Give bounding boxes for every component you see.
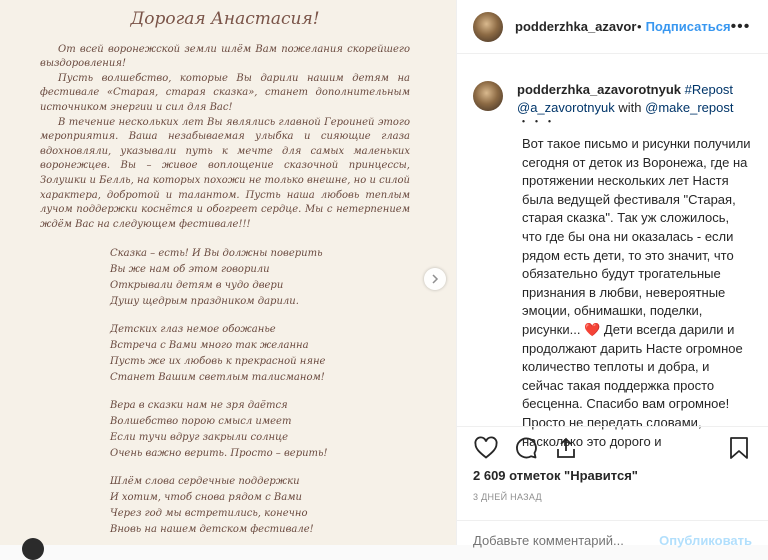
follow-button[interactable]: Подписаться <box>645 19 731 34</box>
chevron-right-icon[interactable] <box>424 268 446 290</box>
letter-paragraph: Пусть волшебство, которые Вы дарили нашим детям на фестивале «Старая, старая сказка», станет дополнительным источником энергии и сил для Вас! <box>40 72 410 113</box>
comment-input[interactable] <box>473 533 659 548</box>
add-comment-bar <box>457 520 768 560</box>
letter <box>40 6 410 538</box>
letter-paragraph: В течение нескольких лет Вы являлись главной Героиней этого мероприятия. Ваша незабываемая улыбка и сияющие глаза вдохновляли, указывали путь к мечте для самых маленьких воронежцев. Вы – живое воплощение сказочной принцессы, Золушки и Белль, на которых похожи не только внешне, но и силой характера, добротой и талантом. Пусть наша любовь теплым лучом поддержки коснётся и обогреет сердце. Мы с нетерпением ждём Вас на следующем фестивале!!! <box>40 116 410 230</box>
letter-verse <box>110 398 410 462</box>
verse-line: Детских глаз немое обожанье <box>110 324 276 336</box>
verse-line: Душу щедрым праздником дарили. <box>110 296 299 308</box>
letter-verse <box>110 474 410 538</box>
verse-line: Встреча с Вами много так желанна <box>110 340 309 352</box>
separator-dot: • <box>637 19 642 34</box>
post-header <box>457 0 768 54</box>
avatar[interactable] <box>473 12 503 42</box>
caption-ellipsis: ・・・ <box>517 114 557 129</box>
heart-icon[interactable] <box>473 435 499 461</box>
caption-meta <box>517 81 733 127</box>
caption-text-part: Вот такое письмо и рисунки получили сегодня от деток из Воронежа, где на протяжении нескольких лет Настя была ведущей фестиваля "Старая, старая сказка". Так уж сложилось, что где бы она ни оказалась - если рядом есть дети, то это значит, что обязательно будут трогательные признания в любви, невероятные эмоции, обнимашки, поделки, рисунки... <box>522 136 751 337</box>
verse-line: Вы же нам об этом говорили <box>110 264 270 276</box>
repost-hashtag[interactable]: #Repost <box>684 82 734 97</box>
caption-header <box>473 81 752 127</box>
mention-link[interactable]: @a_zavorotnyuk <box>517 100 615 115</box>
likes-count[interactable]: 2 609 отметок "Нравится" <box>473 468 638 483</box>
post-sidebar <box>456 0 768 548</box>
letter-verse <box>110 322 410 386</box>
avatar[interactable] <box>473 81 503 111</box>
verse-line: Вера в сказки нам не зря даётся <box>110 400 288 412</box>
share-icon[interactable] <box>553 435 579 461</box>
comment-icon[interactable] <box>513 435 539 461</box>
with-word: with <box>618 100 642 115</box>
verse-line: Очень важно верить. Просто – верить! <box>110 448 328 460</box>
caption-text <box>522 135 752 451</box>
verse-line: Станет Вашим светлым талисманом! <box>110 372 325 384</box>
red-heart-icon: ❤️ <box>584 321 601 337</box>
action-bar <box>457 426 768 468</box>
letter-verse <box>110 246 410 310</box>
publish-button[interactable]: Опубликовать <box>659 533 752 548</box>
more-options-icon[interactable]: ••• <box>730 17 751 35</box>
verse-line: Открывали детям в чудо двери <box>110 280 284 292</box>
verse-line: Пусть же их любовь к прекрасной няне <box>110 356 326 368</box>
verse-line: И хотим, чтоб снова рядом с Вами <box>110 492 302 504</box>
verse-line: Через год мы встретились, конечно <box>110 508 308 520</box>
verse-line: Шлём слова сердечные поддержки <box>110 476 300 488</box>
mention-link[interactable]: @make_repost <box>645 100 734 115</box>
header-username[interactable]: podderzhka_azavor <box>515 19 637 34</box>
letter-title: Дорогая Анастасия! <box>130 9 320 29</box>
verse-line: Если тучи вдруг закрыли солнце <box>110 432 288 444</box>
letter-paragraph: От всей воронежской земли шлём Вам пожелания скорейшего выздоровления! <box>40 43 410 70</box>
verse-line: Сказка – есть! И Вы должны поверить <box>110 248 323 260</box>
tagged-avatar <box>22 538 44 560</box>
caption-text-part: Дети всегда дарили и продолжают дарить Насте огромное количество теплоты и добра, и сейчас такая поддержка просто бесценна. Спасибо вам огромное! Просто не передать словами, насколько это дорого и <box>522 321 743 449</box>
verse-line: Вновь на нашем детском фестивале! <box>110 524 314 536</box>
verse-line: Волшебство порою смысл имеет <box>110 416 292 428</box>
bookmark-icon[interactable] <box>726 435 752 461</box>
comments-area[interactable] <box>457 55 768 449</box>
caption-username[interactable]: podderzhka_azavorotnyuk <box>517 82 681 97</box>
post-date[interactable]: 3 ДНЕЙ НАЗАД <box>473 492 542 502</box>
